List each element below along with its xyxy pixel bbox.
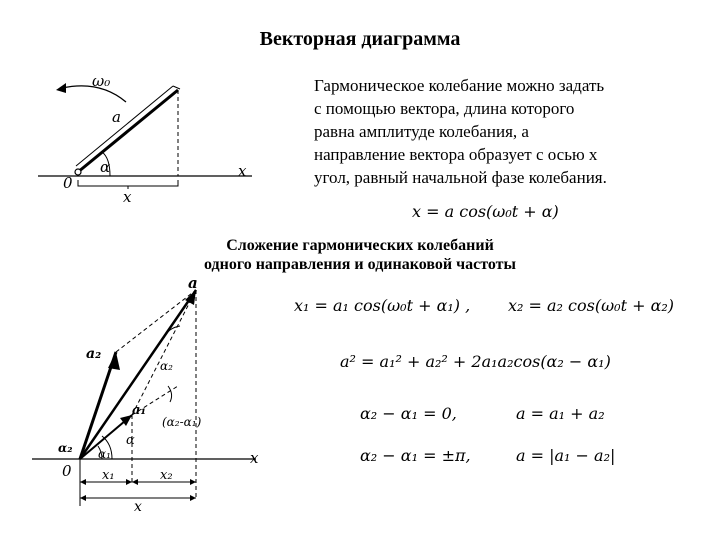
- axis-label: x: [250, 449, 259, 467]
- description-line: с помощью вектора, длина которого: [314, 99, 575, 118]
- proj-x2-label: x₂: [160, 468, 173, 483]
- formula-case2-result: a = |a₁ − a₂|: [516, 446, 616, 465]
- formula-case1-result: a = a₁ + a₂: [516, 404, 605, 423]
- projection-bracket: [78, 180, 178, 186]
- description-line: равна амплитуде колебания, а: [314, 122, 529, 141]
- formula-amplitude: a² = a₁² + a₂² + 2a₁a₂cos(α₂ − α₁): [340, 352, 611, 371]
- vector-addition-diagram: [28, 276, 288, 516]
- proj-x-label: x: [134, 499, 142, 515]
- angle-alpha2-label: α₂: [58, 441, 73, 455]
- dashed-a2-from-a1: [132, 290, 196, 415]
- section-title-line: одного направления и одинаковой частоты: [203, 256, 516, 273]
- description-line: угол, равный начальной фазе колебания.: [314, 168, 607, 187]
- formula-main: x = a cos(ω₀t + α): [412, 202, 559, 221]
- formula-x1: x₁ = a₁ cos(ω₀t + α₁) ,: [294, 296, 471, 315]
- angle-alpha1-label: α₁: [98, 447, 111, 461]
- angle-diff-label: (α₂-α₁): [162, 415, 202, 429]
- dashed-a1-from-a2: [116, 290, 196, 352]
- angle-alpha2-tip-label: α₂: [160, 359, 173, 373]
- vector-label: a: [112, 108, 121, 126]
- rotating-vector-diagram: [30, 62, 290, 212]
- description: [314, 74, 694, 189]
- origin-point: [75, 169, 81, 175]
- description-line: Гармоническое колебание можно задать: [314, 76, 605, 95]
- amplitude-vector: [78, 90, 178, 172]
- description-line: направление вектора образует с осью x: [314, 145, 598, 164]
- angle-alpha-label: α: [126, 433, 135, 448]
- formula-case2-condition: α₂ − α₁ = ±π,: [360, 446, 471, 465]
- angle-label: α: [100, 158, 111, 176]
- vector-a2-label: a₂: [86, 346, 102, 362]
- resultant-label: a: [188, 276, 198, 292]
- omega-label: ω₀: [92, 72, 111, 90]
- page-title: Векторная диаграмма: [259, 28, 461, 50]
- proj-x1-label: x₁: [102, 468, 115, 483]
- formula-case1-condition: α₂ − α₁ = 0,: [360, 404, 457, 423]
- axis-label: x: [238, 162, 247, 180]
- formula-x2: x₂ = a₂ cos(ω₀t + α₂): [508, 296, 675, 315]
- origin-label: 0: [62, 462, 72, 480]
- section-title: [160, 236, 560, 274]
- vector-a-resultant: [80, 290, 196, 459]
- section-title-line: Сложение гармонических колебаний: [226, 237, 494, 254]
- projection-label: x: [123, 188, 132, 206]
- vector-a1-label: a₁: [132, 403, 147, 418]
- origin-label: 0: [63, 174, 73, 192]
